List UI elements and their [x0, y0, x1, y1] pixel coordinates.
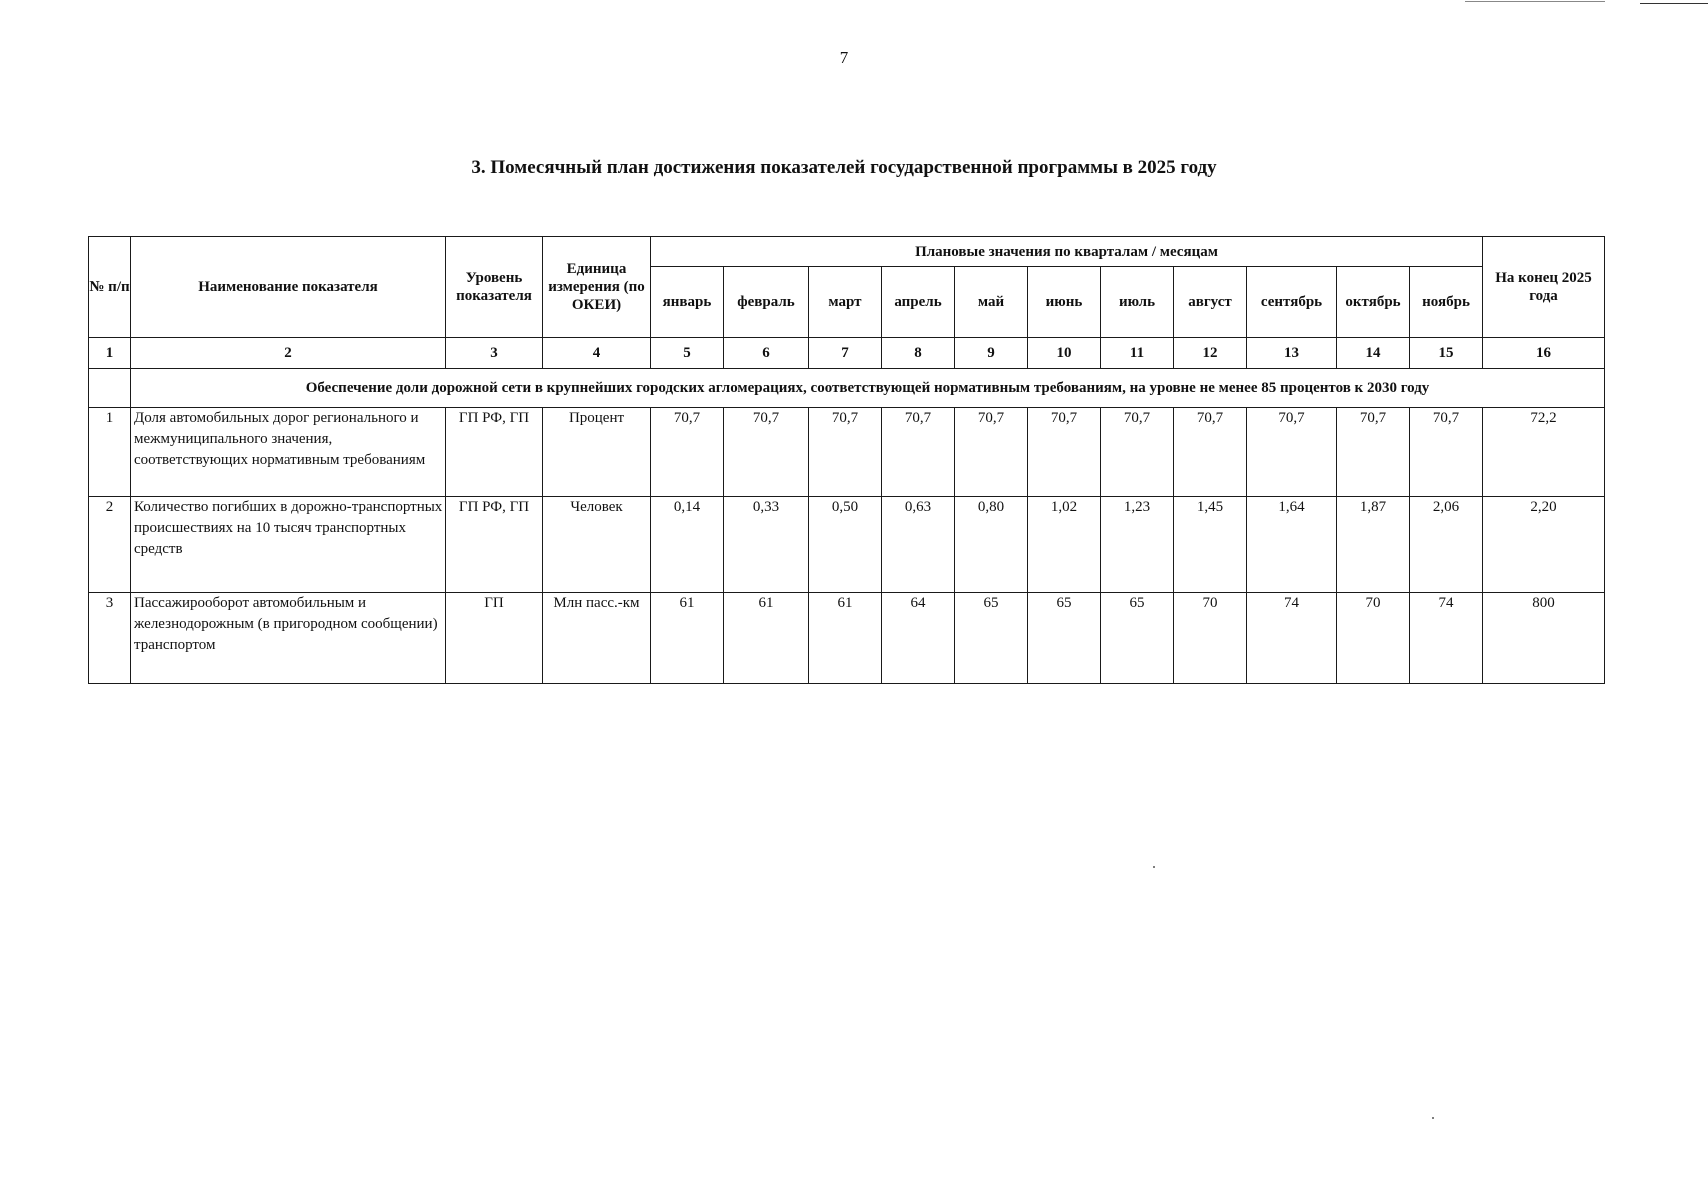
month-value: 0,63: [882, 497, 955, 593]
month-value: 1,23: [1101, 497, 1174, 593]
end-of-year-value: 800: [1483, 593, 1605, 684]
header-month: июль: [1101, 267, 1174, 338]
table-row: [89, 593, 1605, 684]
month-value: 0,50: [809, 497, 882, 593]
month-value: 70,7: [651, 408, 724, 497]
column-number: 2: [131, 338, 446, 369]
month-value: 1,02: [1028, 497, 1101, 593]
month-value: 70,7: [1337, 408, 1410, 497]
month-value: 70: [1337, 593, 1410, 684]
document-title: 3. Помесячный план достижения показателей государственной программы в 2025 году: [471, 157, 1217, 178]
header-month: февраль: [724, 267, 809, 338]
month-value: 70,7: [1247, 408, 1337, 497]
indicator-level: ГП РФ, ГП: [446, 497, 543, 593]
month-value: 70,7: [809, 408, 882, 497]
month-value: 65: [1101, 593, 1174, 684]
month-value: 70,7: [724, 408, 809, 497]
month-value: 74: [1410, 593, 1483, 684]
indicator-name: Пассажирооборот автомобильным и железнодорожным (в пригородном сообщении) транспортом: [131, 593, 446, 684]
row-number: 2: [89, 497, 131, 593]
indicator-unit: Млн пасс.-км: [543, 593, 651, 684]
header-month: апрель: [882, 267, 955, 338]
scan-artifact-dot: [1432, 1117, 1434, 1119]
row-number: 1: [89, 408, 131, 497]
indicator-level: ГП: [446, 593, 543, 684]
column-number: 10: [1028, 338, 1101, 369]
month-value: 2,06: [1410, 497, 1483, 593]
scan-artifact-line: [1465, 1, 1605, 2]
column-number: 8: [882, 338, 955, 369]
month-value: 70,7: [1028, 408, 1101, 497]
header-month: январь: [651, 267, 724, 338]
header-row-top: [89, 237, 1605, 267]
month-value: 70,7: [1101, 408, 1174, 497]
header-month: октябрь: [1337, 267, 1410, 338]
month-value: 61: [651, 593, 724, 684]
month-value: 70,7: [1174, 408, 1247, 497]
column-number: 7: [809, 338, 882, 369]
page-number: 7: [839, 48, 849, 67]
indicator-unit: Человек: [543, 497, 651, 593]
header-month: май: [955, 267, 1028, 338]
column-number: 6: [724, 338, 809, 369]
month-value: 1,45: [1174, 497, 1247, 593]
end-of-year-value: 2,20: [1483, 497, 1605, 593]
end-of-year-value: 72,2: [1483, 408, 1605, 497]
column-number: 13: [1247, 338, 1337, 369]
column-number-row: [89, 338, 1605, 369]
header-month: ноябрь: [1410, 267, 1483, 338]
column-number: 15: [1410, 338, 1483, 369]
month-value: 64: [882, 593, 955, 684]
month-value: 70,7: [1410, 408, 1483, 497]
month-value: 70,7: [882, 408, 955, 497]
column-number: 5: [651, 338, 724, 369]
indicator-plan-table: [88, 236, 1605, 684]
column-number: 11: [1101, 338, 1174, 369]
header-month: сентябрь: [1247, 267, 1337, 338]
header-month: июнь: [1028, 267, 1101, 338]
row-number: 3: [89, 593, 131, 684]
column-number: 12: [1174, 338, 1247, 369]
header-plan-group: Плановые значения по кварталам / месяцам: [651, 237, 1483, 267]
header-unit: Единица измерения (по ОКЕИ): [543, 237, 651, 338]
indicator-level: ГП РФ, ГП: [446, 408, 543, 497]
column-number: 1: [89, 338, 131, 369]
header-month: август: [1174, 267, 1247, 338]
month-value: 65: [1028, 593, 1101, 684]
month-value: 65: [955, 593, 1028, 684]
table-row: [89, 408, 1605, 497]
header-level: Уровень показателя: [446, 237, 543, 338]
scan-artifact-dot: [1153, 866, 1155, 868]
header-month: март: [809, 267, 882, 338]
month-value: 0,80: [955, 497, 1028, 593]
month-value: 70: [1174, 593, 1247, 684]
header-name: Наименование показателя: [131, 237, 446, 338]
month-value: 74: [1247, 593, 1337, 684]
month-value: 1,64: [1247, 497, 1337, 593]
header-num: № п/п: [89, 237, 131, 338]
section-empty-cell: [89, 369, 131, 408]
header-end-of-year: На конец 2025 года: [1483, 237, 1605, 338]
month-value: 61: [724, 593, 809, 684]
table-row: [89, 497, 1605, 593]
indicator-name: Количество погибших в дорожно-транспортных происшествиях на 10 тысяч транспортных средств: [131, 497, 446, 593]
indicator-name: Доля автомобильных дорог регионального и межмуниципального значения, соответствующих нормативным требованиям: [131, 408, 446, 497]
month-value: 61: [809, 593, 882, 684]
column-number: 14: [1337, 338, 1410, 369]
scan-artifact-line: [1640, 3, 1708, 4]
column-number: 4: [543, 338, 651, 369]
section-title: Обеспечение доли дорожной сети в крупнейших городских агломерациях, соответствующей нормативным требованиям, на уровне не менее 85 процентов к 2030 году: [131, 369, 1605, 408]
month-value: 0,14: [651, 497, 724, 593]
indicator-unit: Процент: [543, 408, 651, 497]
month-value: 70,7: [955, 408, 1028, 497]
column-number: 3: [446, 338, 543, 369]
column-number: 9: [955, 338, 1028, 369]
month-value: 0,33: [724, 497, 809, 593]
column-number: 16: [1483, 338, 1605, 369]
section-row: [89, 369, 1605, 408]
month-value: 1,87: [1337, 497, 1410, 593]
